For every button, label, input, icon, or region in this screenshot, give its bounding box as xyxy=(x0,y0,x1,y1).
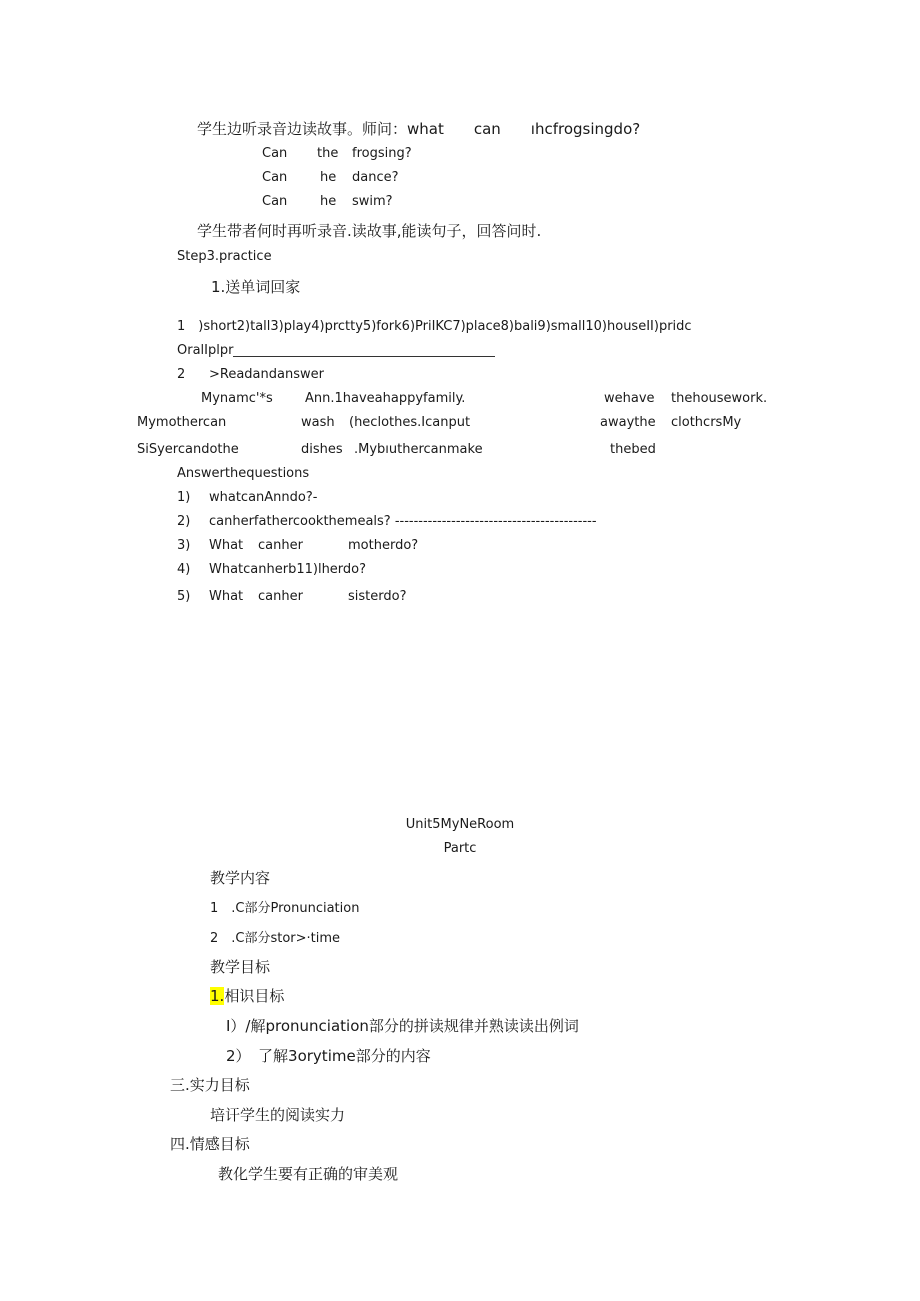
question-text: canherfathercookthemeals? ------------------------------------------- xyxy=(209,514,597,529)
goal-4-heading: 四.情感目标 xyxy=(170,1135,250,1153)
passage-r1-a: Mynamc'*s xyxy=(201,391,273,406)
question-text: What xyxy=(209,589,244,604)
question-q1-word3: frogsing? xyxy=(352,146,412,161)
question-number: 3) xyxy=(177,538,191,553)
passage-r2-e: clothcrsMy xyxy=(671,415,742,430)
passage-r1-d: thehousework. xyxy=(671,391,768,406)
unit-title: Unit5MyNeRoom xyxy=(405,817,515,832)
question-text: whatcanAnndo?- xyxy=(209,490,318,505)
question-number: 2) xyxy=(177,514,191,529)
question-text: motherdo? xyxy=(348,538,419,553)
content-item-1: 1 .C部分Pronunciation xyxy=(210,901,360,916)
passage-r2-d: awaythe xyxy=(600,415,656,430)
question-q1-word2: the xyxy=(317,146,339,161)
question-number: 1) xyxy=(177,490,191,505)
question-number: 5) xyxy=(177,589,191,604)
question-q1-word1: Can xyxy=(262,146,288,161)
practice-item-2-number: 2 xyxy=(177,367,186,382)
passage-r3-c: .Mybıuthercanmake xyxy=(354,442,483,457)
story-instruction-1: 学生边听录音边读故事。师问：what can ıhcfrogsingdo? xyxy=(197,120,641,138)
goal-3-item: 培讦学生的阅读实力 xyxy=(210,1106,346,1124)
goal-1-item-1: I）/解pronunciation部分的拼读规律并熟读读出例词 xyxy=(226,1017,579,1035)
question-number: 4) xyxy=(177,562,191,577)
goal-1-text: 相识目标 xyxy=(224,987,285,1005)
passage-r2-c: (heclothes.Icanput xyxy=(349,415,471,430)
goal-1-item-2: 2） 了解3orytime部分的内容 xyxy=(226,1047,431,1065)
question-q3-word2: he xyxy=(320,194,337,209)
story-instruction-2: 学生带者何时再听录音.读故事,能读句子，回答问时. xyxy=(197,222,542,240)
passage-r2-b: wash xyxy=(301,415,335,430)
question-text: What xyxy=(209,538,244,553)
passage-r1-c: wehave xyxy=(604,391,655,406)
step-heading: Step3.practice xyxy=(177,249,272,264)
goals-heading: 教学目标 xyxy=(210,958,271,976)
question-text: Whatcanherb11)lherdo? xyxy=(209,562,367,577)
goal-1-number: 1. xyxy=(210,987,225,1005)
answer-underline xyxy=(233,356,495,357)
content-item-2: 2 .C部分stor>·time xyxy=(210,931,341,946)
question-q2-word3: dance? xyxy=(352,170,399,185)
question-text: canher xyxy=(258,589,303,604)
goal-4-item: 教化学生要有正确的审美观 xyxy=(218,1165,399,1183)
word-list: 1 )short2)tall3)play4)prctty5)fork6)PriIKC7)place8)bali9)small10)houseII)pridc xyxy=(177,319,692,334)
practice-item-2-label: >Readandanswer xyxy=(209,367,324,382)
answer-questions-title: Answerthequestions xyxy=(177,466,310,481)
question-q3-word3: swim? xyxy=(352,194,393,209)
question-text: sisterdo? xyxy=(348,589,407,604)
content-heading: 教学内容 xyxy=(210,869,271,887)
goal-1 xyxy=(210,989,284,1004)
passage-r3-b: dishes xyxy=(301,442,343,457)
passage-r1-b: Ann.1haveahappyfamily. xyxy=(305,391,466,406)
unit-part: Partc xyxy=(443,841,477,856)
practice-item-1: 1.送单词回家 xyxy=(211,278,301,296)
oral-label: OralIplpr xyxy=(177,343,234,358)
question-text: canher xyxy=(258,538,303,553)
question-q2-word2: he xyxy=(320,170,337,185)
goal-3-heading: 三.实力目标 xyxy=(170,1076,250,1094)
question-q2-word1: Can xyxy=(262,170,288,185)
passage-r2-a: Mymothercan xyxy=(137,415,227,430)
passage-r3-a: SiSyercandothe xyxy=(137,442,239,457)
question-q3-word1: Can xyxy=(262,194,288,209)
passage-r3-d: thebed xyxy=(610,442,656,457)
